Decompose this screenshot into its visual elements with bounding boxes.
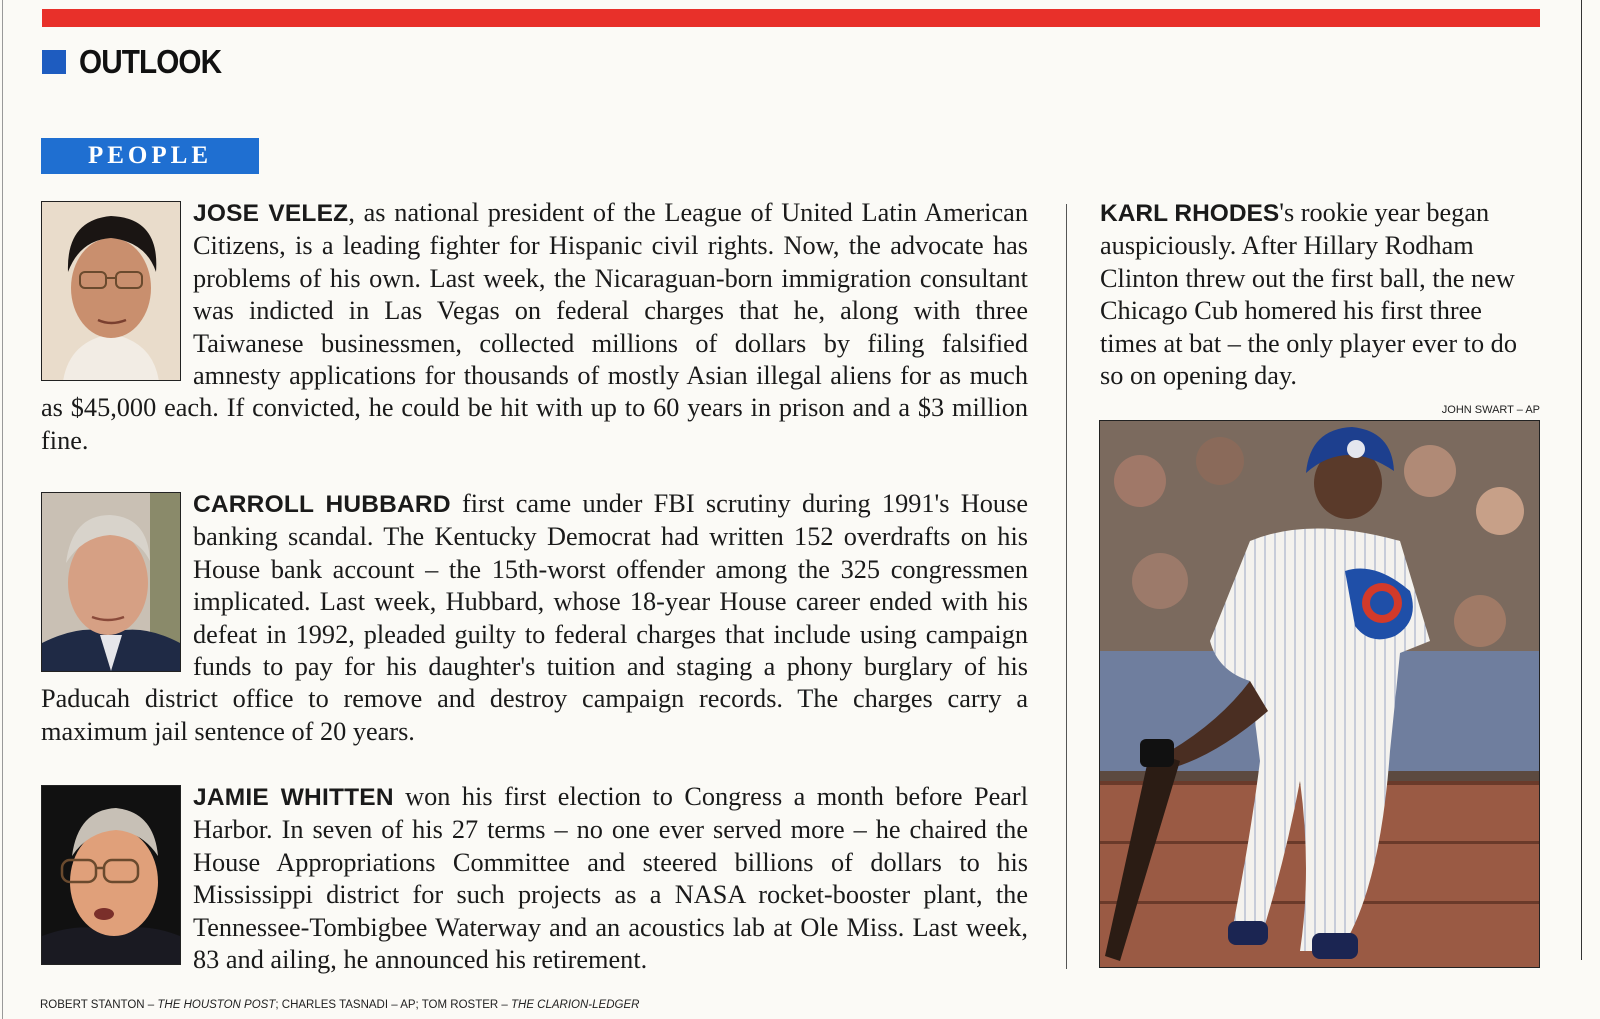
column-divider [1066,204,1067,969]
section-header [42,38,237,86]
photo-credit: JOHN SWART – AP [1441,404,1540,416]
section-square-icon [42,50,66,74]
person-name: JOSE VELEZ [193,200,349,227]
credit-houston-post: THE HOUSTON POST [157,999,276,1011]
top-accent-bar [42,9,1540,27]
profile-text: , as national president of the League of United Latin American Citizens, is a leading fighter for Hispanic civil rights. Now, the advocate has problems of his own. Last week, the Nicaraguan-born immigration consultant was indicted in Las Vegas on federal charges that he, along with three Taiwanese businessmen, collected millions of dollars by filing falsified amnesty applications for thousands of mostly Asian illegal aliens for as much as $45,000 each. If convicted, he could be hit with up to 60 years in prison and a $3 million fine. [41,198,1028,455]
profile-entry-hubbard [41,488,1028,748]
profile-text: first came under FBI scrutiny during 1991's House banking scandal. The Kentucky Democrat had written 152 overdrafts on his House bank account – the 15th-worst offender among the 325 congressmen implicated. Last week, Hubbard, whose 18-year House career ended with his defeat in 1992, pleaded guilty to federal charges that include using campaign funds to pay for his daughter's tuition and staging a phony burglary of his Paducah district office to remove and destroy campaign records. The charges carry a maximum jail sentence of 20 years. [41,489,1028,746]
left-page-edge [2,0,3,1019]
portrait-velez-photo [41,201,181,381]
people-tag: PEOPLE [41,138,259,174]
profile-text: won his first election to Congress a month before Pearl Harbor. In seven of his 27 terms – no one ever served more – he chaired the House Appropriations Committee and steered billions of dollars to his Mississippi district for such projects as a NASA rocket-booster plant, the Tennessee-Tombigbee Waterway and an acoustics lab at Ole Miss. Last week, 83 and ailing, he announced his retirement. [193,782,1028,975]
photo-credits-line [40,999,639,1011]
credit-stanton: ROBERT STANTON – [40,999,158,1011]
portrait-whitten-photo [41,785,181,965]
profile-entry-velez [41,197,1028,457]
person-name: JAMIE WHITTEN [193,784,394,811]
person-name: KARL RHODES [1100,200,1280,227]
baseball-player-photo [1099,420,1540,968]
portrait-hubbard-photo [41,492,181,672]
section-title: OUTLOOK [79,43,222,80]
credit-clarion-ledger: THE CLARION-LEDGER [510,999,640,1011]
credit-tasnadi-roster: ; CHARLES TASNADI – AP; TOM ROSTER – [275,999,511,1011]
right-page-edge [1581,0,1582,960]
sidebar-entry-rhodes [1100,197,1540,392]
sidebar-text: 's rookie year began auspiciously. After Hillary Rodham Clinton threw out the first ball, the new Chicago Cub homered his first three times at bat – the only player ever to do so on opening day. [1100,198,1517,391]
person-name: CARROLL HUBBARD [193,491,451,518]
profile-entry-whitten [41,781,1028,976]
